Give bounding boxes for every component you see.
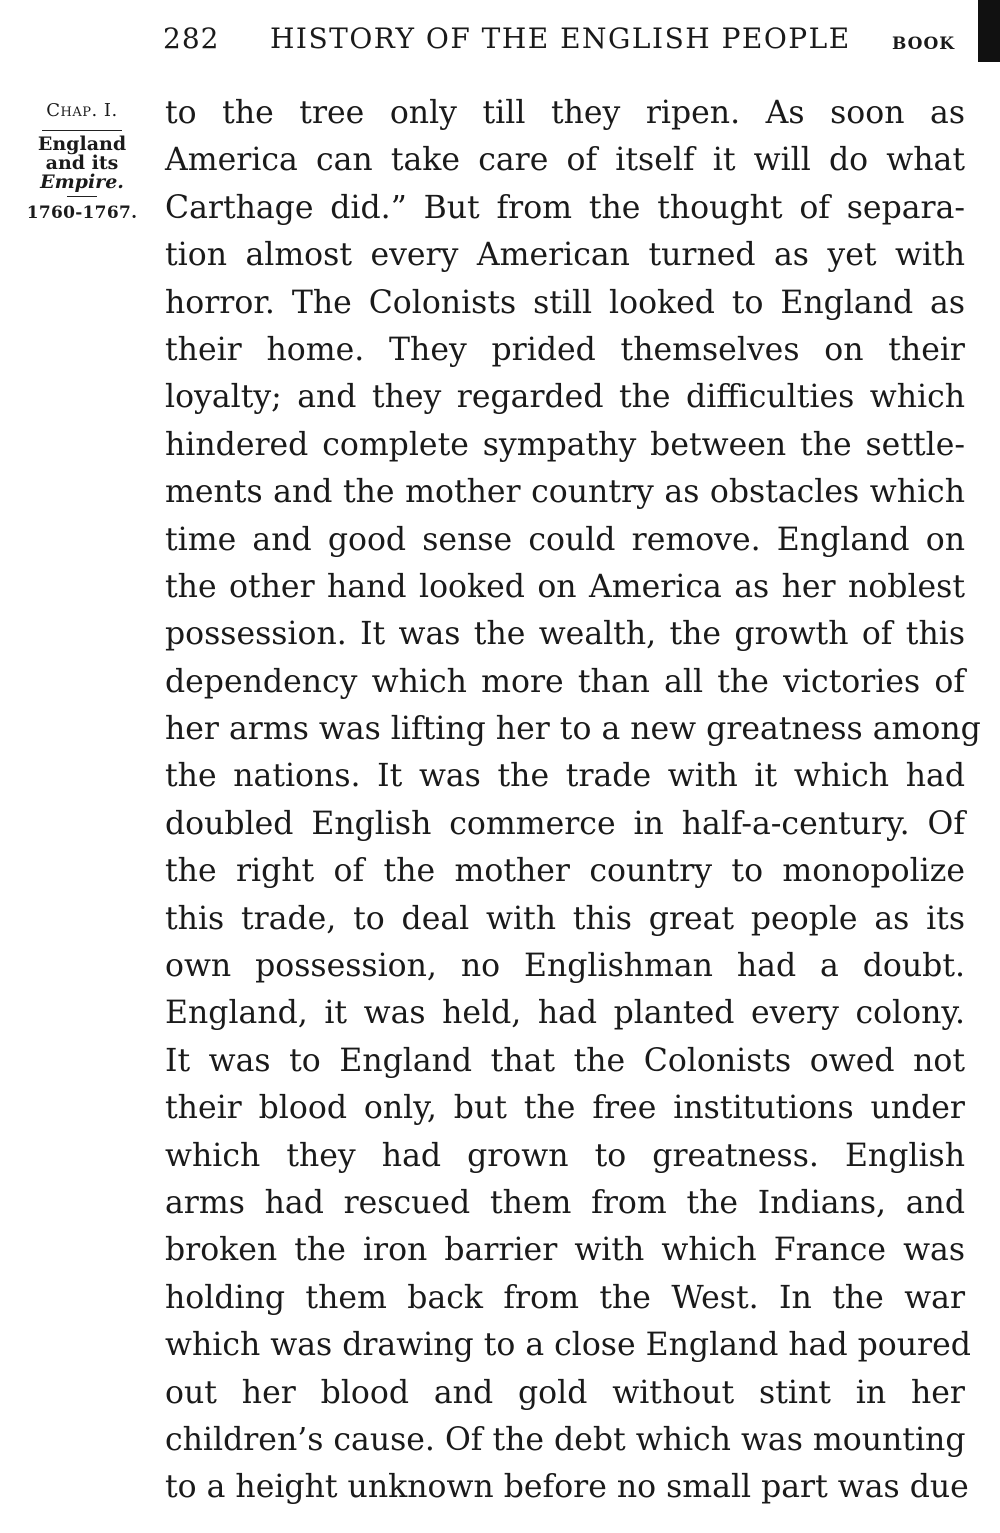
text-line: broken the iron barrier with which France was <box>165 1232 965 1269</box>
page-edge-mark <box>978 0 1000 62</box>
text-line: hindered complete sympathy between the settle- <box>165 426 965 463</box>
page-header <box>0 0 1000 70</box>
text-line: out her blood and gold without stint in her <box>165 1374 965 1411</box>
text-line: dependency which more than all the victories of <box>165 663 965 700</box>
text-line: possession. It was the wealth, the growth of this <box>165 616 965 653</box>
page-number: 282 <box>163 22 220 55</box>
text-line: own possession, no Englishman had a doubt. <box>165 948 965 985</box>
text-line: holding them back from the West. In the war <box>165 1279 965 1316</box>
margin-topic-line3: Empire. <box>40 171 124 193</box>
text-line: which was drawing to a close England had poured <box>165 1327 971 1364</box>
text-line: their home. They prided themselves on their <box>165 331 965 368</box>
text-line: the right of the mother country to monopolize <box>165 853 965 890</box>
text-line: to the tree only till they ripen. As soon as <box>165 95 965 131</box>
text-line: horror. The Colonists still looked to England as <box>165 284 965 321</box>
body-text <box>165 90 981 1512</box>
text-line: time and good sense could remove. England on <box>165 521 965 558</box>
text-line: tion almost every American turned as yet with <box>165 237 965 274</box>
margin-topic-line1: England <box>37 133 127 155</box>
margin-divider-short <box>67 196 97 197</box>
text-line: the other hand looked on America as her noblest <box>165 568 965 605</box>
margin-divider <box>42 130 122 131</box>
text-line: their blood only, but the free institutions under <box>165 1090 965 1127</box>
text-line: It was to England that the Colonists owed not <box>165 1042 965 1079</box>
text-line: England, it was held, had planted every colony. <box>165 995 965 1032</box>
text-line: to a height unknown before no small part was due <box>165 1469 969 1506</box>
text-line: Carthage did.” But from the thought of separa- <box>165 189 965 226</box>
margin-notes <box>22 100 142 223</box>
text-line: the nations. It was the trade with it which had <box>165 758 965 795</box>
text-line: this trade, to deal with this great people as its <box>165 900 965 937</box>
margin-topic-line2: and its <box>45 152 119 174</box>
text-line: her arms was lifting her to a new greatness among <box>165 711 981 748</box>
text-line: which they had grown to greatness. English <box>165 1137 965 1174</box>
text-line: arms had rescued them from the Indians, and <box>165 1184 965 1221</box>
text-line: doubled English commerce in half-a-century. Of <box>165 805 965 842</box>
text-line: America can take care of itself it will do what <box>165 142 965 179</box>
margin-chapter: Chap. I. <box>46 100 118 121</box>
text-line: loyalty; and they regarded the difficulties which <box>165 379 965 416</box>
running-title: HISTORY OF THE ENGLISH PEOPLE <box>270 22 851 55</box>
text-line: ments and the mother country as obstacles which <box>165 474 965 511</box>
text-line: children’s cause. Of the debt which was mounting <box>165 1421 966 1458</box>
margin-dates: 1760-1767. <box>26 203 138 223</box>
book-label: BOOK <box>892 34 956 54</box>
